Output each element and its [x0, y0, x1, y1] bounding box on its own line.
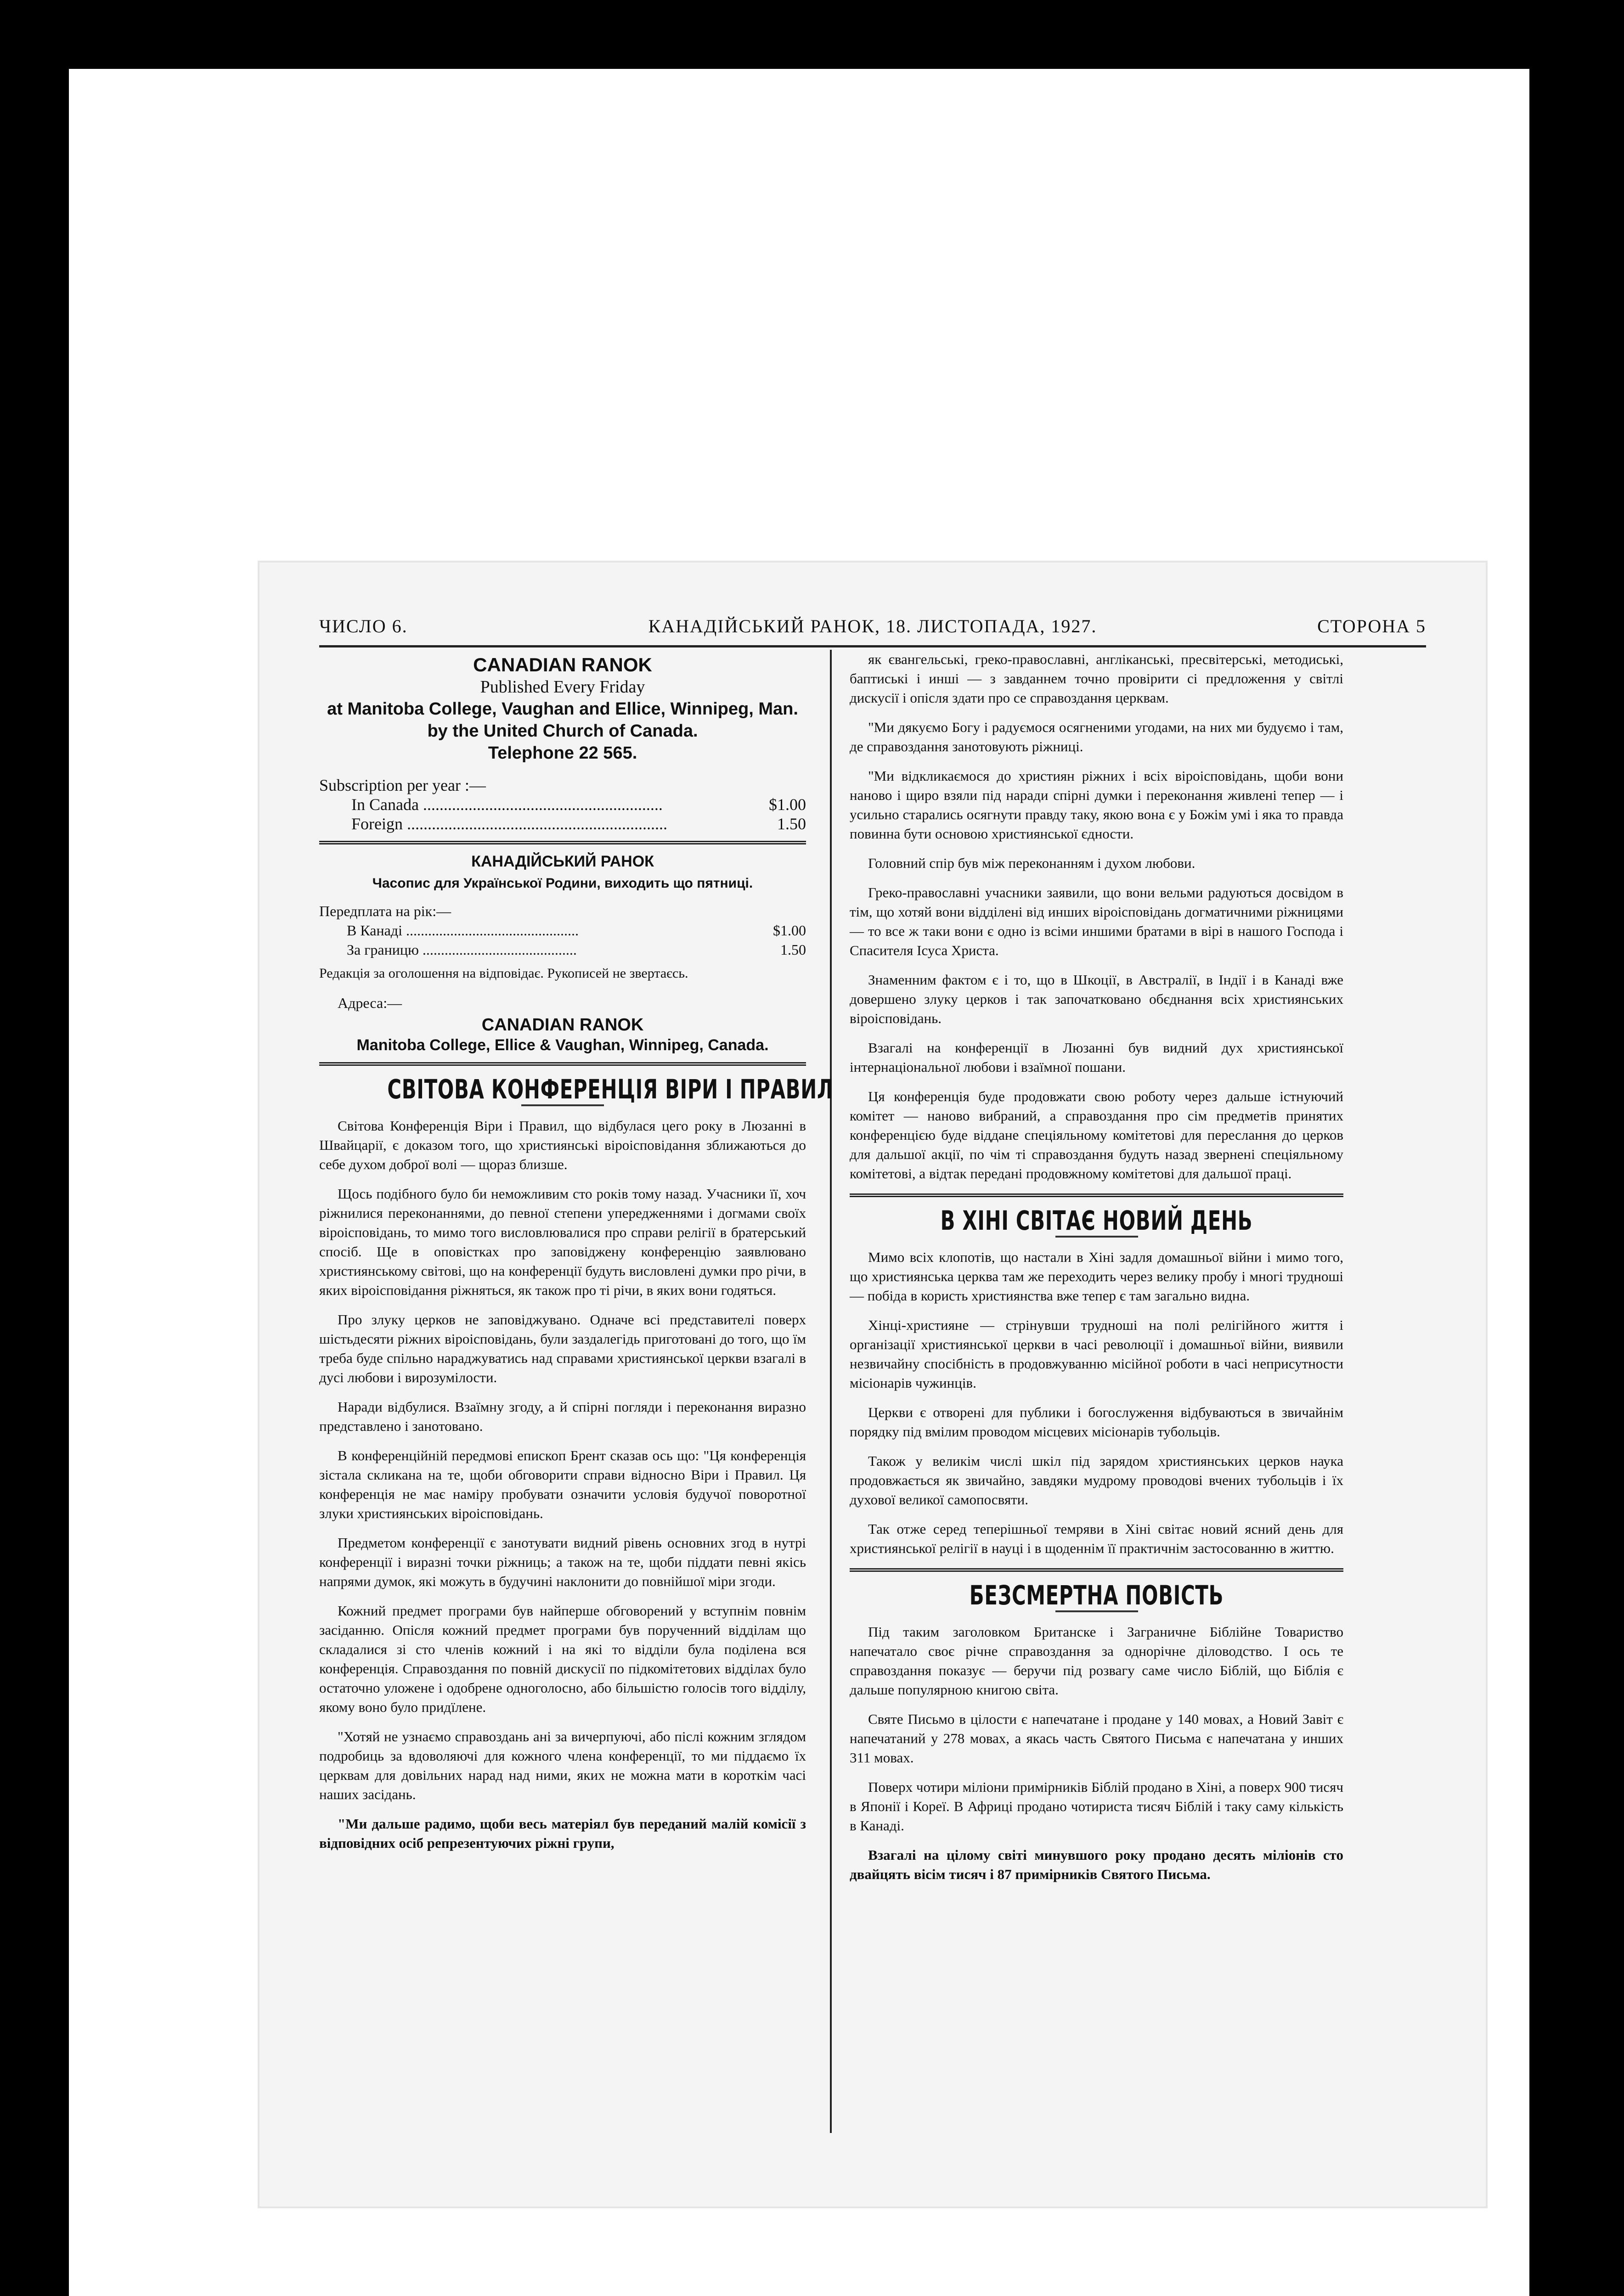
article-title: БЕЗСМЕРТНА ПОВІСТЬ	[969, 1580, 1224, 1611]
article-paragraph: Церкви є отворені для публики і богослуження відбуваються в звичайнім порядку під вмілим проводом місцевих місіонарів тубольців.	[850, 1404, 1343, 1440]
article-paragraph: Предметом конференції є занотувати видний рівень основних згод в нутрі конференції і виразні точки ріжниць; а також на те, щоби піддати певні якісь напрями думок, які можуть в будучині наклонити до повнійшої міри згоди.	[319, 1535, 806, 1589]
article-title: СВІТОВА КОНФЕРЕНЦІЯ ВІРИ І ПРАВИЛ	[387, 1074, 834, 1105]
subscription-label: Subscription per year :—	[319, 776, 486, 794]
ukrainian-subscription-row	[319, 940, 806, 959]
article-paragraph: Так отже серед теперішньої темряви в Хіні світає новий ясний день для християнської релігії в науці і в щоденнім її практичнім застосованню в життю.	[850, 1521, 1343, 1556]
article-paragraph: "Ми дякуємо Богу і радуємося осягненими угодами, на них ми будуємо і там, де справоздання занотовують ріжниці.	[850, 719, 1343, 754]
subscription-row	[319, 795, 806, 814]
editorial-note: Редакція за оголошення на відповідає. Рукописей не звертаєсь.	[319, 966, 688, 981]
address-location: Manitoba College, Ellice & Vaughan, Winnipeg, Canada.	[356, 1036, 769, 1054]
article-paragraph: Світова Конференція Віри і Правил, що відбулася цего року в Люзанні в Швайцарії, є доказом того, що християнські віроісповідання зближаються до себе духом доброї волі — щораз близше.	[319, 1118, 806, 1172]
page-number: СТОРОНА 5	[1317, 616, 1426, 636]
article-paragraph: Щось подібного було би неможливим сто років тому назад. Учасники її, хоч ріжнилися переконаннями, до певної степени упередженнями і догмами своїх віроісповідань, то мимо того висловлювалися про справи релігії в братерський спосіб. Ще в оповістках про заповіджену конференцію заявлювано християнському світові, що на конференції будуть висловлені думки про річи, в яких віроісповідання ріжняться, як також про ті річи, в яких вони годяться.	[319, 1186, 806, 1298]
subscription-price: 1.50	[780, 941, 806, 958]
article-paragraph: Хінці-християне — стрінувши трудноші на полі релігійного життя і організації християнської церкви в часі революції і домашньої війни, виявили незвичайну спосібність в продовжуванню місійної роботи в часі неприсутности місіонарів чужинців.	[850, 1317, 1343, 1391]
masthead-name: CANADIAN RANOK	[473, 654, 652, 675]
subscription-region: За границю ..........................................	[347, 941, 577, 958]
subscription-row	[319, 814, 806, 833]
article-paragraph: Знаменним фактом є і то, що в Шкоції, в Австралії, в Індії і в Канаді вже довершено злуку церков і так започатковано обєднання всіх християнських віроісповідань.	[850, 972, 1343, 1026]
masthead-published: Published Every Friday	[480, 677, 645, 697]
subscription-price: $1.00	[769, 795, 806, 814]
subscription-region: В Канаді ...............................................	[347, 922, 579, 939]
article-paragraph: "Ми дальше радимо, щоби весь матеріял був переданий малій комісії з відповідних осіб репрезентуючих ріжні групи,	[319, 1816, 806, 1851]
ukrainian-subscription-row	[319, 921, 806, 940]
article-paragraph: Святе Письмо в цілости є напечатане і продане у 140 мовах, а Новий Завіт є напечатаний у 278 мовах, а якась часть Святого Письма є напечатана у инших 311 мовах.	[850, 1711, 1343, 1766]
article-paragraph: Наради відбулися. Взаїмну згоду, а й спірні погляди і переконання виразно представлено і занотовано.	[319, 1399, 806, 1434]
subscription-region: Foreign ...............................................................	[351, 815, 667, 833]
ukrainian-masthead-tagline: Часопис для Української Родини, виходить що пятниці.	[372, 876, 753, 891]
subscription-price: $1.00	[773, 922, 806, 939]
section-divider	[850, 1193, 1343, 1197]
article-paragraph: Ця конференція буде продовжати свою роботу через дальше істнуючий комітет — наново вибраний, а справоздання про сім предметів принятих конференцією буде віддане спеціяльному комітетові для переслання до церков для дальшої акції, по чім ті справоздання будуть назад звернені спеціяльному комітетові, а відтак передані продовжному комітетові для дальшої праці.	[850, 1088, 1343, 1182]
section-divider	[319, 1062, 806, 1066]
article-paragraph: Взагалі на конференції в Люзанні був видний дух християнської інтернаціональної любови і взаїмної пошани.	[850, 1040, 1343, 1075]
article-title: В ХІНІ СВІТАЄ НОВИЙ ДЕНЬ	[940, 1205, 1253, 1236]
ukrainian-masthead-name: КАНАДІЙСЬКИЙ РАНОК	[471, 853, 654, 870]
left-column	[319, 650, 834, 1863]
article-paragraph: "Ми відкликаємося до християн ріжних і всіх віроісповідань, щоби вони наново і щиро взяли під наради спірні думки і переконання живлені тепер — і усильно старались осягнути правду таку, якою вона є у Божім умі і яка то правда повинна бути основою християнської єдности.	[850, 768, 1343, 842]
article-paragraph: як євангельські, греко-православні, англіканські, пресвітерські, методиські, баптиські і инші — з завданнем точно провірити сі предложення у світлі дискусії і опісля здати про се справоздання церквам.	[850, 651, 1343, 706]
article-paragraph: Кожний предмет програми був найперше обговорений у вступнім повнім засіданню. Опісля кожний предмет програми був порученний відділам що складалися зі сто членів кожний і на які то відділи була поділена вся конференція. Справоздання по повній дискусії по підкомітетових відділах було остаточно уложене і одобрене одноголосно, або більшістю голосів того відділу, якому воно було придїлене.	[319, 1603, 806, 1715]
article-paragraph: Головний спір був між переконанням і духом любови.	[868, 855, 1195, 871]
article-paragraph: "Хотяй не узнаємо справоздань ані за вичерпуючі, або післі кожним зглядом подробиць за вдоволяючі для кожного члена конференції, то ми піддаємо їх церквам для довільних нарад над ними, яких не можна мати в короткім часі наших засідань.	[319, 1728, 806, 1802]
masthead-address: at Manitoba College, Vaughan and Ellice, Winnipeg, Man.	[327, 699, 798, 719]
subscription-price: 1.50	[777, 815, 806, 833]
article-paragraph: Мимо всіх клопотів, що настали в Хіні задля домашньої війни і мимо того, що християнська церква там же переходить через велику пробу і многі трудноші — побіда в користь християнства вже тепер є там загально видна.	[850, 1249, 1343, 1304]
english-masthead	[319, 655, 806, 763]
article-paragraph: В конференційній передмові епископ Брент сказав ось що: "Ця конференція зістала скликана на те, щоби обговорити справи відносно Віри і Правил. Ця конференція не має наміру пробувати означити условія будучої поворотної злуки християнських віроісповідань.	[319, 1447, 806, 1521]
newspaper-dateline: КАНАДІЙСЬКИЙ РАНОК, 18. ЛИСТОПАДА, 1927.	[648, 616, 1097, 636]
article-paragraph: Поверх чотири міліони примірників Біблій продано в Хіні, а поверх 900 тисяч в Японії і Кореї. В Африці продано чотириста тисяч Біблій і таку саму кількість в Канаді.	[850, 1779, 1343, 1834]
scan-frame	[69, 69, 1529, 2296]
page-header	[319, 615, 1426, 643]
header-rule	[319, 645, 1426, 647]
right-column	[850, 650, 1343, 1894]
masthead-telephone: Telephone 22 565.	[488, 743, 637, 763]
issue-number: ЧИСЛО 6.	[319, 616, 408, 636]
article-paragraph: Про злуку церков не заповіджувано. Одначе всі представителі поверх шістьдесяти ріжних віроісповідань, були заздалегідь приготовані до того, що їм треба буде спільно нараджуватись над справами християнської церкви взагалі в дусі любови і вирозумілости.	[319, 1311, 806, 1385]
address-name: CANADIAN RANOK	[481, 1015, 644, 1035]
article-paragraph: Греко-православні учасники заявили, що вони вельми радуються досвідом в тім, що хотяй вони відділені від инших віроісповідань догматичними ріжницями — то все ж таки вони є одно із всіми иншими братами в вірі в нашого Господа і Спасителя Ісуса Христа.	[850, 884, 1343, 958]
article-paragraph: Під таким заголовком Британске і Заграничне Біблійне Товариство напечатало своє річне справоздання за однорічне діловодство. І ось те справоздання показує — беручи під розвагу саме число Біблій, що Біблія є дальше популярною книгою світа.	[850, 1624, 1343, 1698]
subscription-region: In Canada ..........................................................	[351, 795, 663, 814]
address-label: Адреса:—	[338, 995, 402, 1011]
newspaper-page	[259, 563, 1486, 2206]
column-divider	[830, 650, 832, 2133]
article-paragraph: Взагалі на цілому світі минувшого року продано десять міліонів сто двайцять вісім тисяч і 87 примірників Святого Письма.	[850, 1847, 1343, 1882]
article-paragraph: Також у великім числі шкіл під зарядом християнських церков наука продовжається як звичайно, завдяки мудрому проводові вчених тубольців і їх духової великої самопосвяти.	[850, 1453, 1343, 1508]
masthead-publisher: by the United Church of Canada.	[427, 721, 698, 741]
section-divider	[319, 841, 806, 844]
section-divider	[850, 1568, 1343, 1572]
ukrainian-subscription-label: Передплата на рік:—	[319, 903, 451, 919]
